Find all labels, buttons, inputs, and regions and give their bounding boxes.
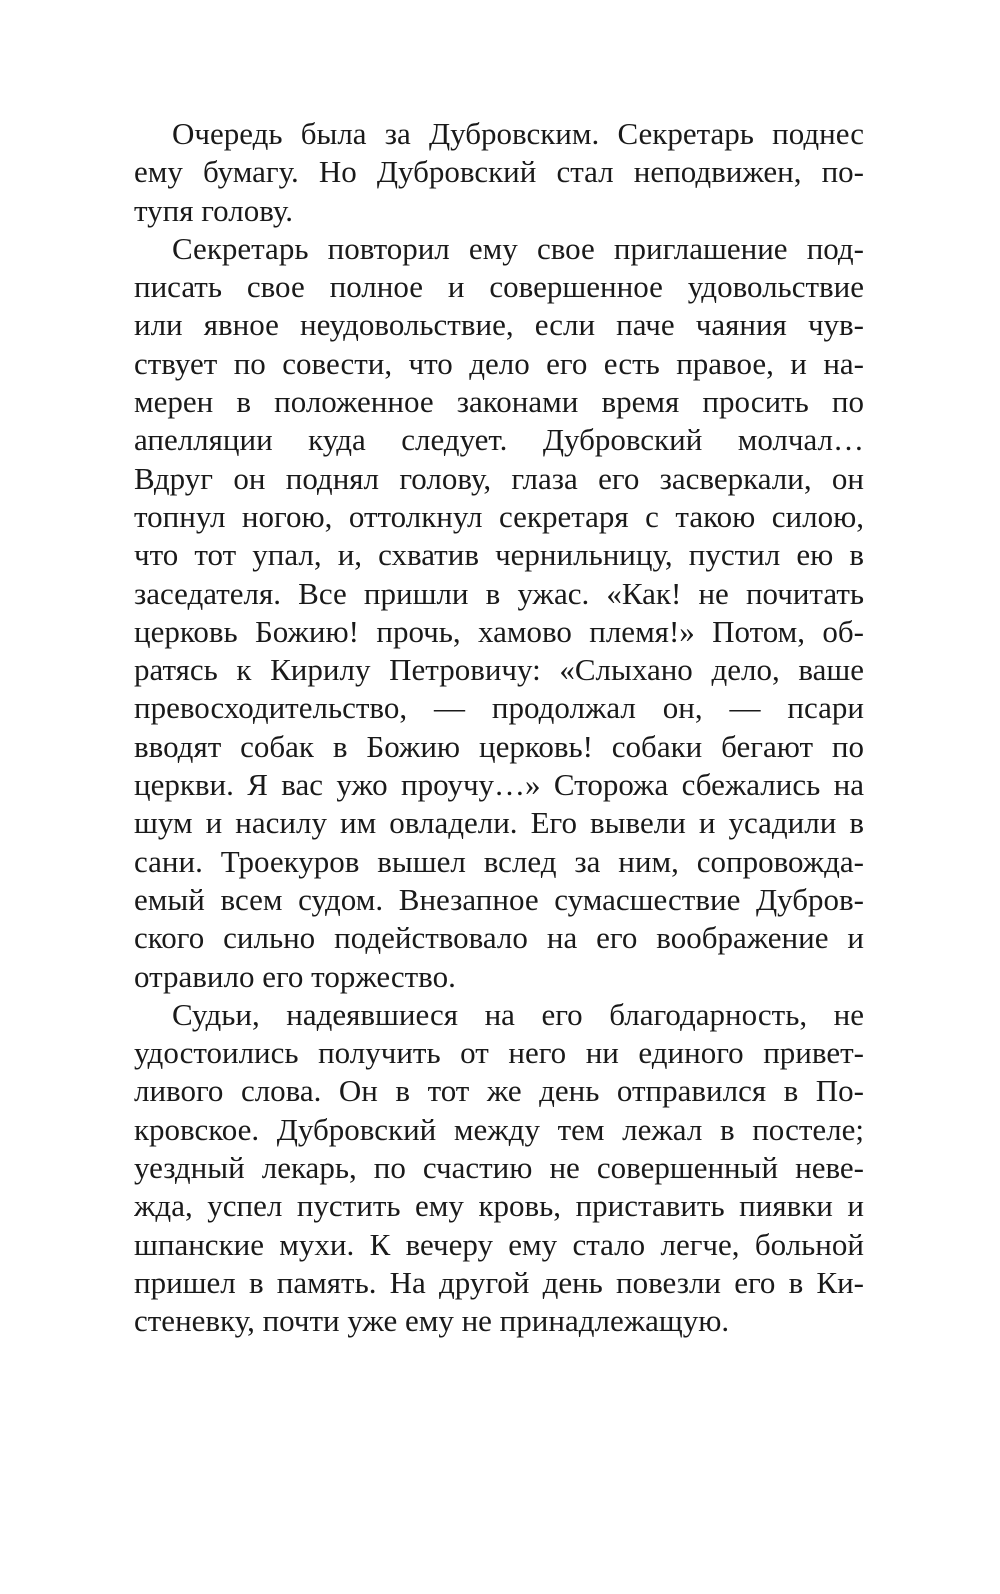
paragraph-3-line-3: ливого слова. Он в тот же день отправился в По- [134,1073,864,1109]
paragraph-2-line-14: вводят собак в Божию церковь! собаки бегают по [134,728,864,764]
paragraph-2-line-2: писать свое полное и совершенное удовольствие [134,269,864,305]
paragraph-2-line-18: емый всем судом. Внезапное сумасшествие Дубров- [134,881,864,917]
paragraph-2-line-17: сани. Троекуров вышел вслед за ним, сопровождa- [134,843,864,879]
paragraph-2-line-13: превосходительство, — продолжал он, — псари [134,690,864,726]
paragraph-2-line-1: Секретарь повторил ему свое приглашение под- [172,230,864,266]
paragraph-3-line-1: Судьи, надеявшиеся на его благодарность, не [172,996,864,1032]
paragraph-3-line-2: удостоились получить от него ни единого привет- [134,1035,864,1071]
paragraph-2-line-9: что тот упал, и, схватив чернильницу, пустил ею в [134,537,864,573]
paragraph-3-line-7: шпанские мухи. К вечеру ему стало легче, больной [134,1226,864,1262]
paragraph-1-line-2: ему бумагу. Но Дубровский стал неподвижен, по- [134,154,864,190]
paragraph-2-line-6: апелляции куда следует. Дубровский молчал… [134,422,864,458]
paragraph-2-line-16: шум и насилу им овладели. Его вывели и усадили в [134,805,864,841]
paragraph-2-line-12: ратясь к Кирилу Петровичу: «Слыхано дело, ваше [134,652,864,688]
paragraph-3-line-8: пришел в память. На другой день повезли его в Ки- [134,1264,864,1300]
page-text [134,115,864,1341]
paragraph-3-line-9: стеневку, почти уже ему не принадлежащую. [134,1303,730,1339]
paragraph-2-line-20: отравило его торжество. [134,958,456,994]
paragraph-2-line-10: заседателя. Все пришли в ужас. «Как! не почитать [134,575,864,611]
paragraph-2-line-8: топнул ногою, оттолкнул секретаря с такою силою, [134,498,864,534]
paragraph-1-line-1: Очередь была за Дубровским. Секретарь поднес [172,116,864,151]
paragraph-1-line-3: тупя голову. [134,192,293,228]
paragraph-2-line-11: церковь Божию! прочь, хамово племя!» Потом, об- [134,613,864,649]
paragraph-3-line-6: жда, успел пустить ему кровь, приставить пиявки и [134,1188,864,1224]
paragraph-3-line-5: уездный лекарь, по счастию не совершенный неве- [134,1150,864,1186]
paragraph-2-line-15: церкви. Я вас ужо проучу…» Сторожа сбежались на [134,767,864,803]
paragraph-2-line-5: мерен в положенное законами время просить по [134,384,864,420]
paragraph-2-line-4: ствует по совести, что дело его есть правое, и на- [134,345,864,381]
paragraph-2-line-7: Вдруг он поднял голову, глаза его засверкали, он [134,460,864,496]
paragraph-2-line-3: или явное неудовольствие, если паче чаяния чув- [134,307,864,343]
paragraph-2-line-19: ского сильно подействовало на его воображение и [134,920,864,956]
paragraph-3-line-4: кровское. Дубровский между тем лежал в постеле; [134,1111,864,1147]
